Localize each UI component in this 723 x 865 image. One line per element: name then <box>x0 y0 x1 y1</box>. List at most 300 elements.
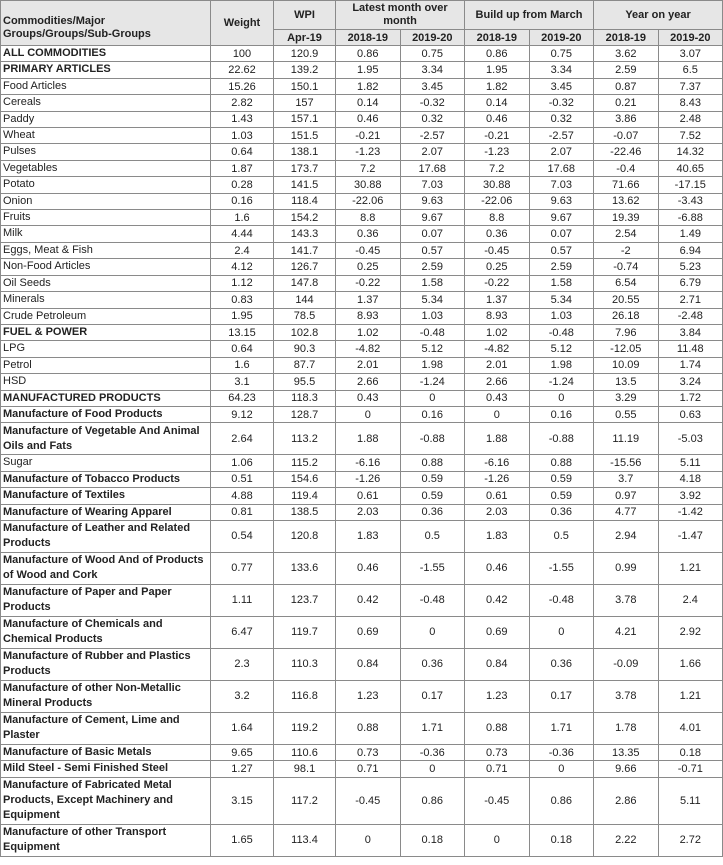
build-up-2018-19-cell: 0.42 <box>465 584 530 616</box>
latest-month-2018-19-cell: 2.01 <box>336 357 401 373</box>
table-row <box>1 488 723 504</box>
year-on-year-2019-20-cell: 2.71 <box>658 292 723 308</box>
table-row <box>1 242 723 258</box>
year-on-year-2019-20-cell: -1.47 <box>658 520 723 552</box>
header-lm-2019-20: 2019-20 <box>400 30 465 46</box>
weight-cell: 1.6 <box>211 357 274 373</box>
year-on-year-2018-19-cell: 0.97 <box>594 488 659 504</box>
wpi-cell: 143.3 <box>274 226 336 242</box>
latest-month-2019-20-cell: 5.34 <box>400 292 465 308</box>
latest-month-2018-19-cell: 0.25 <box>336 259 401 275</box>
build-up-2018-19-cell: 1.88 <box>465 423 530 455</box>
latest-month-2018-19-cell: -1.26 <box>336 471 401 487</box>
wpi-cell: 113.2 <box>274 423 336 455</box>
year-on-year-2018-19-cell: 13.62 <box>594 193 659 209</box>
latest-month-2018-19-cell: 0.73 <box>336 744 401 760</box>
latest-month-2018-19-cell: -6.16 <box>336 455 401 471</box>
year-on-year-2019-20-cell: 7.37 <box>658 78 723 94</box>
build-up-2019-20-cell: 0.36 <box>529 648 594 680</box>
build-up-2018-19-cell: 0.46 <box>465 111 530 127</box>
latest-month-2018-19-cell: 1.23 <box>336 680 401 712</box>
latest-month-2018-19-cell: 0.71 <box>336 761 401 777</box>
wpi-cell: 119.7 <box>274 616 336 648</box>
year-on-year-2018-19-cell: 20.55 <box>594 292 659 308</box>
latest-month-2019-20-cell: 0.88 <box>400 455 465 471</box>
wpi-cell: 144 <box>274 292 336 308</box>
wpi-cell: 118.4 <box>274 193 336 209</box>
year-on-year-2018-19-cell: 3.86 <box>594 111 659 127</box>
build-up-2018-19-cell: 1.23 <box>465 680 530 712</box>
latest-month-2019-20-cell: -0.48 <box>400 584 465 616</box>
build-up-2019-20-cell: 1.98 <box>529 357 594 373</box>
commodity-name-cell: LPG <box>1 341 211 357</box>
commodity-name-cell: Manufacture of Fabricated Metal Products, Except Machinery and Equipment <box>1 777 211 824</box>
header-lm-2018-19: 2018-19 <box>336 30 401 46</box>
wpi-cell: 95.5 <box>274 374 336 390</box>
build-up-2018-19-cell: 0.88 <box>465 712 530 744</box>
commodity-name-cell: Manufacture of other Non-Metallic Mineral Products <box>1 680 211 712</box>
latest-month-2019-20-cell: 1.03 <box>400 308 465 324</box>
weight-cell: 15.26 <box>211 78 274 94</box>
weight-cell: 3.2 <box>211 680 274 712</box>
build-up-2019-20-cell: 0.88 <box>529 455 594 471</box>
latest-month-2019-20-cell: -0.48 <box>400 324 465 340</box>
build-up-2018-19-cell: -1.23 <box>465 144 530 160</box>
weight-cell: 1.6 <box>211 210 274 226</box>
latest-month-2018-19-cell: -4.82 <box>336 341 401 357</box>
year-on-year-2018-19-cell: 13.5 <box>594 374 659 390</box>
commodity-name-cell: Pulses <box>1 144 211 160</box>
commodity-name-cell: Wheat <box>1 128 211 144</box>
year-on-year-2019-20-cell: 3.92 <box>658 488 723 504</box>
latest-month-2019-20-cell: 0.36 <box>400 648 465 680</box>
latest-month-2018-19-cell: 2.03 <box>336 504 401 520</box>
build-up-2018-19-cell: 2.66 <box>465 374 530 390</box>
latest-month-2018-19-cell: 0.36 <box>336 226 401 242</box>
latest-month-2019-20-cell: 0 <box>400 616 465 648</box>
header-bu-2019-20: 2019-20 <box>529 30 594 46</box>
latest-month-2019-20-cell: 1.58 <box>400 275 465 291</box>
commodity-name-cell: Manufacture of Wood And of Products of Wood and Cork <box>1 552 211 584</box>
header-yy-2018-19: 2018-19 <box>594 30 659 46</box>
latest-month-2019-20-cell: 0.59 <box>400 488 465 504</box>
weight-cell: 2.64 <box>211 423 274 455</box>
year-on-year-2018-19-cell: 1.78 <box>594 712 659 744</box>
table-row <box>1 193 723 209</box>
year-on-year-2019-20-cell: -3.43 <box>658 193 723 209</box>
year-on-year-2019-20-cell: -1.42 <box>658 504 723 520</box>
latest-month-2019-20-cell: 7.03 <box>400 177 465 193</box>
wpi-cell: 126.7 <box>274 259 336 275</box>
latest-month-2019-20-cell: 0.16 <box>400 406 465 422</box>
commodity-name-cell: Potato <box>1 177 211 193</box>
build-up-2018-19-cell: -22.06 <box>465 193 530 209</box>
latest-month-2018-19-cell: 0 <box>336 406 401 422</box>
latest-month-2019-20-cell: 0.07 <box>400 226 465 242</box>
build-up-2019-20-cell: -1.55 <box>529 552 594 584</box>
year-on-year-2019-20-cell: 7.52 <box>658 128 723 144</box>
build-up-2018-19-cell: 1.37 <box>465 292 530 308</box>
weight-cell: 1.87 <box>211 160 274 176</box>
year-on-year-2019-20-cell: 5.23 <box>658 259 723 275</box>
build-up-2018-19-cell: 0 <box>465 824 530 856</box>
build-up-2019-20-cell: 5.12 <box>529 341 594 357</box>
latest-month-2018-19-cell: 8.93 <box>336 308 401 324</box>
commodity-name-cell: Manufacture of Vegetable And Animal Oils and Fats <box>1 423 211 455</box>
table-row <box>1 144 723 160</box>
commodity-name-cell: Food Articles <box>1 78 211 94</box>
year-on-year-2019-20-cell: -17.15 <box>658 177 723 193</box>
build-up-2019-20-cell: 17.68 <box>529 160 594 176</box>
build-up-2019-20-cell: 9.63 <box>529 193 594 209</box>
year-on-year-2018-19-cell: 3.7 <box>594 471 659 487</box>
table-row <box>1 210 723 226</box>
year-on-year-2019-20-cell: 2.4 <box>658 584 723 616</box>
year-on-year-2018-19-cell: 0.87 <box>594 78 659 94</box>
latest-month-2018-19-cell: 0.46 <box>336 111 401 127</box>
build-up-2018-19-cell: 0.73 <box>465 744 530 760</box>
table-row <box>1 455 723 471</box>
latest-month-2018-19-cell: 0 <box>336 824 401 856</box>
table-row <box>1 374 723 390</box>
commodity-name-cell: Manufacture of Textiles <box>1 488 211 504</box>
build-up-2019-20-cell: 0.36 <box>529 504 594 520</box>
year-on-year-2019-20-cell: 5.11 <box>658 455 723 471</box>
latest-month-2019-20-cell: -0.88 <box>400 423 465 455</box>
wpi-cell: 173.7 <box>274 160 336 176</box>
latest-month-2019-20-cell: 1.98 <box>400 357 465 373</box>
year-on-year-2018-19-cell: -2 <box>594 242 659 258</box>
year-on-year-2018-19-cell: 2.22 <box>594 824 659 856</box>
wpi-cell: 110.3 <box>274 648 336 680</box>
latest-month-2019-20-cell: 0.59 <box>400 471 465 487</box>
year-on-year-2018-19-cell: 4.77 <box>594 504 659 520</box>
year-on-year-2018-19-cell: -0.4 <box>594 160 659 176</box>
latest-month-2019-20-cell: 0.17 <box>400 680 465 712</box>
build-up-2019-20-cell: -0.48 <box>529 324 594 340</box>
year-on-year-2019-20-cell: 3.84 <box>658 324 723 340</box>
build-up-2018-19-cell: 1.82 <box>465 78 530 94</box>
latest-month-2018-19-cell: -0.45 <box>336 242 401 258</box>
table-row <box>1 177 723 193</box>
wpi-cell: 123.7 <box>274 584 336 616</box>
latest-month-2019-20-cell: -2.57 <box>400 128 465 144</box>
year-on-year-2018-19-cell: 11.19 <box>594 423 659 455</box>
weight-cell: 3.15 <box>211 777 274 824</box>
year-on-year-2018-19-cell: 9.66 <box>594 761 659 777</box>
table-row <box>1 357 723 373</box>
year-on-year-2019-20-cell: 1.72 <box>658 390 723 406</box>
build-up-2019-20-cell: 0.16 <box>529 406 594 422</box>
commodity-name-cell: Mild Steel - Semi Finished Steel <box>1 761 211 777</box>
wpi-cell: 151.5 <box>274 128 336 144</box>
build-up-2019-20-cell: 0.59 <box>529 488 594 504</box>
latest-month-2018-19-cell: 1.37 <box>336 292 401 308</box>
year-on-year-2019-20-cell: 8.43 <box>658 95 723 111</box>
latest-month-2019-20-cell: 2.59 <box>400 259 465 275</box>
wpi-cell: 102.8 <box>274 324 336 340</box>
year-on-year-2019-20-cell: 6.79 <box>658 275 723 291</box>
latest-month-2019-20-cell: 17.68 <box>400 160 465 176</box>
year-on-year-2019-20-cell: 4.01 <box>658 712 723 744</box>
table-row <box>1 761 723 777</box>
year-on-year-2018-19-cell: 10.09 <box>594 357 659 373</box>
build-up-2019-20-cell: 0.59 <box>529 471 594 487</box>
latest-month-2018-19-cell: 0.61 <box>336 488 401 504</box>
latest-month-2018-19-cell: 1.82 <box>336 78 401 94</box>
year-on-year-2019-20-cell: 3.07 <box>658 46 723 62</box>
build-up-2019-20-cell: 1.58 <box>529 275 594 291</box>
year-on-year-2018-19-cell: 3.78 <box>594 584 659 616</box>
build-up-2019-20-cell: 3.45 <box>529 78 594 94</box>
table-row <box>1 552 723 584</box>
year-on-year-2019-20-cell: 5.11 <box>658 777 723 824</box>
weight-cell: 0.83 <box>211 292 274 308</box>
table-row <box>1 95 723 111</box>
weight-cell: 1.65 <box>211 824 274 856</box>
build-up-2019-20-cell: -2.57 <box>529 128 594 144</box>
wpi-cell: 110.6 <box>274 744 336 760</box>
build-up-2019-20-cell: 0.18 <box>529 824 594 856</box>
header-year-on-year: Year on year <box>594 1 723 30</box>
latest-month-2019-20-cell: 9.63 <box>400 193 465 209</box>
year-on-year-2019-20-cell: 1.21 <box>658 680 723 712</box>
latest-month-2018-19-cell: 7.2 <box>336 160 401 176</box>
latest-month-2018-19-cell: 30.88 <box>336 177 401 193</box>
year-on-year-2019-20-cell: 1.66 <box>658 648 723 680</box>
weight-cell: 1.95 <box>211 308 274 324</box>
table-row <box>1 712 723 744</box>
year-on-year-2019-20-cell: 0.18 <box>658 744 723 760</box>
table-row <box>1 744 723 760</box>
weight-cell: 1.64 <box>211 712 274 744</box>
wpi-cell: 157 <box>274 95 336 111</box>
build-up-2019-20-cell: -0.48 <box>529 584 594 616</box>
wpi-cell: 78.5 <box>274 308 336 324</box>
weight-cell: 4.88 <box>211 488 274 504</box>
wpi-cell: 116.8 <box>274 680 336 712</box>
latest-month-2019-20-cell: 3.34 <box>400 62 465 78</box>
weight-cell: 13.15 <box>211 324 274 340</box>
latest-month-2018-19-cell: -0.45 <box>336 777 401 824</box>
table-row <box>1 46 723 62</box>
year-on-year-2018-19-cell: 3.78 <box>594 680 659 712</box>
wpi-cell: 117.2 <box>274 777 336 824</box>
build-up-2018-19-cell: 0.46 <box>465 552 530 584</box>
commodity-name-cell: Manufacture of Cement, Lime and Plaster <box>1 712 211 744</box>
weight-cell: 4.44 <box>211 226 274 242</box>
year-on-year-2018-19-cell: 7.96 <box>594 324 659 340</box>
table-row <box>1 292 723 308</box>
build-up-2018-19-cell: -0.45 <box>465 242 530 258</box>
weight-cell: 4.12 <box>211 259 274 275</box>
build-up-2018-19-cell: -0.21 <box>465 128 530 144</box>
build-up-2018-19-cell: -0.22 <box>465 275 530 291</box>
weight-cell: 1.12 <box>211 275 274 291</box>
latest-month-2018-19-cell: -22.06 <box>336 193 401 209</box>
commodity-name-cell: Manufacture of Tobacco Products <box>1 471 211 487</box>
commodity-name-cell: Manufacture of Paper and Paper Products <box>1 584 211 616</box>
commodity-name-cell: Manufacture of Rubber and Plastics Products <box>1 648 211 680</box>
wpi-cell: 138.5 <box>274 504 336 520</box>
latest-month-2018-19-cell: 1.88 <box>336 423 401 455</box>
year-on-year-2019-20-cell: 2.92 <box>658 616 723 648</box>
commodity-name-cell: PRIMARY ARTICLES <box>1 62 211 78</box>
build-up-2018-19-cell: 30.88 <box>465 177 530 193</box>
header-latest-month: Latest month over month <box>336 1 465 30</box>
commodity-name-cell: Eggs, Meat & Fish <box>1 242 211 258</box>
build-up-2018-19-cell: 0.25 <box>465 259 530 275</box>
latest-month-2019-20-cell: 0.32 <box>400 111 465 127</box>
latest-month-2019-20-cell: 9.67 <box>400 210 465 226</box>
build-up-2018-19-cell: -6.16 <box>465 455 530 471</box>
weight-cell: 1.11 <box>211 584 274 616</box>
latest-month-2019-20-cell: 3.45 <box>400 78 465 94</box>
commodity-name-cell: Non-Food Articles <box>1 259 211 275</box>
year-on-year-2018-19-cell: -0.74 <box>594 259 659 275</box>
latest-month-2018-19-cell: 0.84 <box>336 648 401 680</box>
commodity-name-cell: Vegetables <box>1 160 211 176</box>
year-on-year-2019-20-cell: 3.24 <box>658 374 723 390</box>
build-up-2018-19-cell: 0.71 <box>465 761 530 777</box>
weight-cell: 64.23 <box>211 390 274 406</box>
year-on-year-2018-19-cell: 0.55 <box>594 406 659 422</box>
wpi-cell: 118.3 <box>274 390 336 406</box>
year-on-year-2019-20-cell: 0.63 <box>658 406 723 422</box>
wpi-cell: 120.8 <box>274 520 336 552</box>
wpi-cell: 154.2 <box>274 210 336 226</box>
wpi-cell: 90.3 <box>274 341 336 357</box>
wpi-cell: 157.1 <box>274 111 336 127</box>
build-up-2019-20-cell: -0.36 <box>529 744 594 760</box>
latest-month-2018-19-cell: 1.02 <box>336 324 401 340</box>
commodity-name-cell: Manufacture of Leather and Related Products <box>1 520 211 552</box>
year-on-year-2018-19-cell: 4.21 <box>594 616 659 648</box>
table-row <box>1 616 723 648</box>
table-row <box>1 275 723 291</box>
year-on-year-2018-19-cell: 3.29 <box>594 390 659 406</box>
table-row <box>1 520 723 552</box>
weight-cell: 0.54 <box>211 520 274 552</box>
latest-month-2019-20-cell: 1.71 <box>400 712 465 744</box>
build-up-2019-20-cell: 3.34 <box>529 62 594 78</box>
header-weight: Weight <box>211 1 274 46</box>
wpi-cell: 87.7 <box>274 357 336 373</box>
build-up-2019-20-cell: 7.03 <box>529 177 594 193</box>
wpi-cell: 154.6 <box>274 471 336 487</box>
latest-month-2018-19-cell: 2.66 <box>336 374 401 390</box>
latest-month-2019-20-cell: 5.12 <box>400 341 465 357</box>
commodity-name-cell: Manufacture of Basic Metals <box>1 744 211 760</box>
table-row <box>1 259 723 275</box>
year-on-year-2018-19-cell: -12.05 <box>594 341 659 357</box>
latest-month-2018-19-cell: 0.88 <box>336 712 401 744</box>
build-up-2019-20-cell: 0.75 <box>529 46 594 62</box>
year-on-year-2019-20-cell: 1.21 <box>658 552 723 584</box>
year-on-year-2018-19-cell: -0.07 <box>594 128 659 144</box>
year-on-year-2019-20-cell: 2.72 <box>658 824 723 856</box>
wpi-cell: 98.1 <box>274 761 336 777</box>
build-up-2018-19-cell: 0.14 <box>465 95 530 111</box>
latest-month-2019-20-cell: -1.24 <box>400 374 465 390</box>
latest-month-2018-19-cell: 0.43 <box>336 390 401 406</box>
header-bu-2018-19: 2018-19 <box>465 30 530 46</box>
wpi-cell: 133.6 <box>274 552 336 584</box>
wpi-cell: 150.1 <box>274 78 336 94</box>
weight-cell: 9.65 <box>211 744 274 760</box>
latest-month-2019-20-cell: 2.07 <box>400 144 465 160</box>
build-up-2018-19-cell: 0.69 <box>465 616 530 648</box>
table-row <box>1 390 723 406</box>
build-up-2018-19-cell: 1.95 <box>465 62 530 78</box>
table-row <box>1 62 723 78</box>
year-on-year-2018-19-cell: 6.54 <box>594 275 659 291</box>
build-up-2019-20-cell: 0.32 <box>529 111 594 127</box>
build-up-2018-19-cell: 0.86 <box>465 46 530 62</box>
commodity-name-cell: Crude Petroleum <box>1 308 211 324</box>
table-row <box>1 471 723 487</box>
year-on-year-2018-19-cell: 2.54 <box>594 226 659 242</box>
weight-cell: 1.27 <box>211 761 274 777</box>
build-up-2019-20-cell: -0.32 <box>529 95 594 111</box>
table-row <box>1 648 723 680</box>
latest-month-2019-20-cell: 0 <box>400 390 465 406</box>
weight-cell: 0.77 <box>211 552 274 584</box>
table-row <box>1 226 723 242</box>
build-up-2018-19-cell: 7.2 <box>465 160 530 176</box>
header-yy-2019-20: 2019-20 <box>658 30 723 46</box>
build-up-2018-19-cell: 0.43 <box>465 390 530 406</box>
year-on-year-2018-19-cell: -22.46 <box>594 144 659 160</box>
wpi-cell: 128.7 <box>274 406 336 422</box>
build-up-2018-19-cell: -1.26 <box>465 471 530 487</box>
weight-cell: 0.64 <box>211 144 274 160</box>
latest-month-2019-20-cell: 0.18 <box>400 824 465 856</box>
latest-month-2018-19-cell: -0.22 <box>336 275 401 291</box>
table-row <box>1 341 723 357</box>
table-row <box>1 160 723 176</box>
commodity-name-cell: ALL COMMODITIES <box>1 46 211 62</box>
table-row <box>1 504 723 520</box>
latest-month-2019-20-cell: 0.57 <box>400 242 465 258</box>
table-row <box>1 406 723 422</box>
build-up-2019-20-cell: 0.5 <box>529 520 594 552</box>
year-on-year-2019-20-cell: 1.74 <box>658 357 723 373</box>
build-up-2018-19-cell: -4.82 <box>465 341 530 357</box>
table-row <box>1 111 723 127</box>
latest-month-2018-19-cell: 8.8 <box>336 210 401 226</box>
latest-month-2018-19-cell: 0.69 <box>336 616 401 648</box>
table-row <box>1 777 723 824</box>
weight-cell: 9.12 <box>211 406 274 422</box>
year-on-year-2019-20-cell: -2.48 <box>658 308 723 324</box>
build-up-2019-20-cell: 1.03 <box>529 308 594 324</box>
header-build-up: Build up from March <box>465 1 594 30</box>
commodity-name-cell: Milk <box>1 226 211 242</box>
year-on-year-2018-19-cell: -15.56 <box>594 455 659 471</box>
commodity-name-cell: Manufacture of Wearing Apparel <box>1 504 211 520</box>
commodity-name-cell: Petrol <box>1 357 211 373</box>
build-up-2018-19-cell: 2.01 <box>465 357 530 373</box>
build-up-2018-19-cell: 0.84 <box>465 648 530 680</box>
wpi-cell: 113.4 <box>274 824 336 856</box>
weight-cell: 6.47 <box>211 616 274 648</box>
build-up-2018-19-cell: 8.8 <box>465 210 530 226</box>
commodity-name-cell: Manufacture of Chemicals and Chemical Products <box>1 616 211 648</box>
commodity-name-cell: HSD <box>1 374 211 390</box>
wpi-cell: 147.8 <box>274 275 336 291</box>
table-row <box>1 423 723 455</box>
